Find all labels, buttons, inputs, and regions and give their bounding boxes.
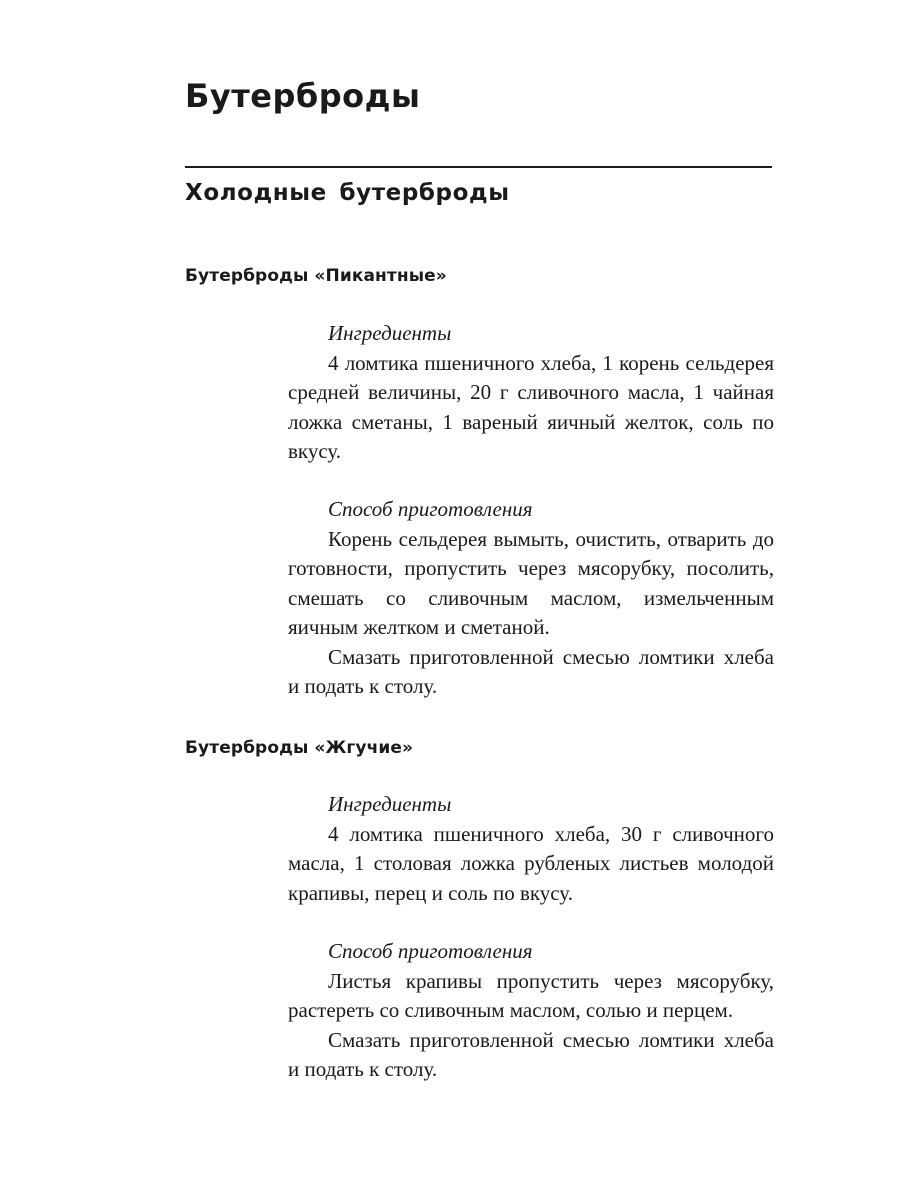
section-divider — [185, 166, 772, 168]
ingredients-block — [288, 790, 774, 908]
method-heading: Способ приготовления — [328, 497, 533, 521]
method-paragraph: Смазать приготовленной смесью ломтики хлеба и подать к столу. — [288, 644, 774, 698]
method-heading: Способ приготовления — [328, 939, 533, 963]
chapter-title: Бутерброды — [185, 77, 421, 115]
recipe-title: Бутерброды «Пикантные» — [185, 266, 447, 286]
ingredients-text: 4 ломтика пшеничного хлеба, 30 г сливочного масла, 1 столовая ложка рубленых листьев молодой крапивы, перец и соль по вкусу. — [288, 821, 774, 905]
ingredients-text: 4 ломтика пшеничного хлеба, 1 корень сельдерея средней величины, 20 г сливочного масла, 1 чайная ложка сметаны, 1 вареный яичный желток, соль по вкусу. — [288, 350, 774, 463]
method-paragraph: Корень сельдерея вымыть, очистить, отварить до готовности, пропустить через мясорубку, посолить, смешать со сливочным маслом, измельченным яичным желтком и сметаной. — [288, 526, 774, 639]
ingredients-heading: Ингредиенты — [328, 321, 452, 345]
method-paragraph: Листья крапивы пропустить через мясорубку, растереть со сливочным маслом, солью и перцем. — [288, 968, 774, 1022]
recipe-title: Бутерброды «Жгучие» — [185, 738, 414, 758]
ingredients-heading: Ингредиенты — [328, 792, 452, 816]
method-block — [288, 495, 774, 702]
method-paragraph: Смазать приготовленной смесью ломтики хлеба и подать к столу. — [288, 1027, 774, 1081]
section-title: Холодные бутерброды — [185, 180, 510, 206]
ingredients-block — [288, 319, 774, 467]
method-block — [288, 937, 774, 1085]
